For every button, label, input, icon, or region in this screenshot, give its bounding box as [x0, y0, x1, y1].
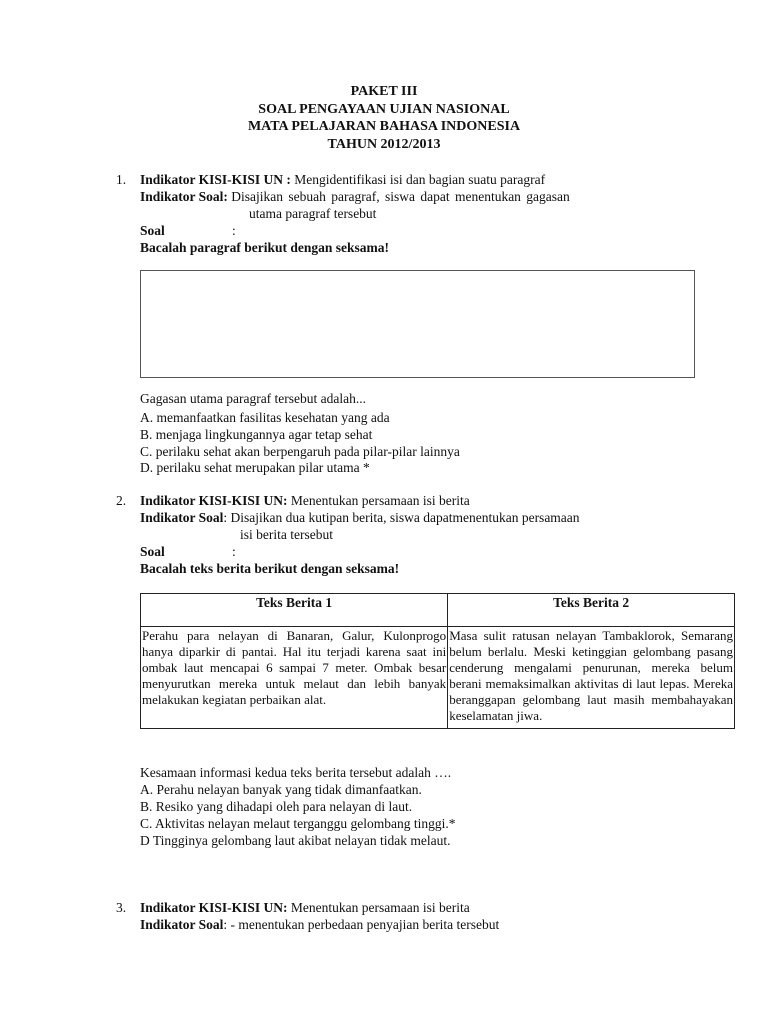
- indikator-un-text: Menentukan persamaan isi berita: [290, 493, 470, 508]
- soal-colon: :: [232, 223, 236, 238]
- indikator-soal-text: : - menentukan perbedaan penyajian berita tersebut: [223, 917, 500, 932]
- soal-label: Soal: [140, 223, 165, 238]
- option-b: B. menjaga lingkungannya agar tetap sehat: [140, 427, 373, 442]
- table-row: [141, 627, 735, 729]
- question-number: 2.: [116, 493, 127, 508]
- indikator-soal-text: Disajikan sebuah paragraf, siswa dapat menentukan gagasan: [231, 189, 570, 204]
- document-header: [34, 83, 734, 153]
- table-header-text-1: Teks Berita 1: [141, 594, 448, 627]
- question-text: Gagasan utama paragraf tersebut adalah...: [140, 391, 367, 406]
- news-text-1: Perahu para nelayan di Banaran, Galur, Kulonprogo hanya diparkir di pantai. Hal itu terjadi karena saat ini ombak laut mencapai 6 sampai 7 meter. Ombak besar menyurutkan mereka untuk melaut dan lebih banyak melakukan kegiatan perbaikan alat.: [141, 627, 448, 729]
- indikator-un-line: [140, 493, 470, 509]
- subject-title: MATA PELAJARAN BAHASA INDONESIA: [247, 119, 521, 134]
- indikator-soal-line: [140, 189, 570, 205]
- option-a: A. memanfaatkan fasilitas kesehatan yang ada: [140, 410, 390, 425]
- package-title: PAKET III: [350, 84, 418, 99]
- instruction: Bacalah teks berita berikut dengan seksama!: [140, 561, 400, 576]
- option-d: D Tingginya gelombang laut akibat nelayan tidak melaut.: [140, 833, 451, 848]
- indikator-soal-line: [140, 917, 499, 933]
- indikator-soal-label: Indikator Soal: [140, 917, 224, 932]
- indikator-un-label: Indikator KISI-KISI UN:: [140, 493, 288, 508]
- indikator-un-line: [140, 172, 545, 188]
- table-header-text-2: Teks Berita 2: [448, 594, 735, 627]
- indikator-soal-text: : Disajikan dua kutipan berita, siswa dapatmenentukan persamaan: [223, 510, 580, 525]
- news-comparison-table: [140, 593, 735, 729]
- soal-label: Soal: [140, 544, 165, 559]
- indikator-soal-continuation: isi berita tersebut: [240, 527, 333, 542]
- soal-colon: :: [232, 544, 236, 559]
- question-number: 1.: [116, 172, 127, 187]
- indikator-un-line: [140, 900, 470, 916]
- option-c: C. Aktivitas nelayan melaut terganggu gelombang tinggi.*: [140, 816, 456, 831]
- table-header-row: [141, 594, 735, 627]
- instruction: Bacalah paragraf berikut dengan seksama!: [140, 240, 390, 255]
- option-c: C. perilaku sehat akan berpengaruh pada pilar-pilar lainnya: [140, 444, 460, 459]
- option-b: B. Resiko yang dihadapi oleh para nelayan di laut.: [140, 799, 413, 814]
- indikator-soal-label: Indikator Soal:: [140, 189, 228, 204]
- indikator-soal-continuation: utama paragraf tersebut: [249, 206, 377, 221]
- news-text-2: Masa sulit ratusan nelayan Tambaklorok, Semarang belum berlalu. Meski ketinggian gelombang pasang cenderung mengalami penurunan, mereka belum berani memaksimalkan aktivitas di laut lepas. Mereka beranggapan gelombang laut masih membahayakan keselamatan jiwa.: [448, 627, 735, 729]
- indikator-un-label: Indikator KISI-KISI UN:: [140, 900, 288, 915]
- indikator-un-text: Menentukan persamaan isi berita: [290, 900, 470, 915]
- indikator-un-label: Indikator KISI-KISI UN :: [140, 172, 291, 187]
- exam-title: SOAL PENGAYAAN UJIAN NASIONAL: [258, 101, 510, 117]
- question-number: 3.: [116, 900, 127, 915]
- paragraph-box: [140, 270, 695, 378]
- option-a: A. Perahu nelayan banyak yang tidak dimanfaatkan.: [140, 782, 422, 797]
- indikator-un-text: Mengidentifikasi isi dan bagian suatu paragraf: [294, 172, 546, 187]
- indikator-soal-line: [140, 510, 580, 526]
- indikator-soal-label: Indikator Soal: [140, 510, 224, 525]
- year-title: TAHUN 2012/2013: [327, 136, 441, 152]
- question-text: Kesamaan informasi kedua teks berita tersebut adalah ….: [140, 765, 452, 780]
- option-d: D. perilaku sehat merupakan pilar utama *: [140, 460, 370, 475]
